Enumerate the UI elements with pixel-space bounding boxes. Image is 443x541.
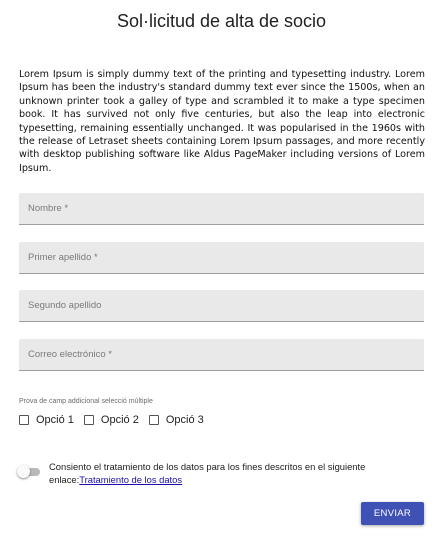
page-title: Sol·licitud de alta de socio <box>116 11 327 31</box>
consent-text <box>49 460 419 486</box>
option-2[interactable] <box>84 414 139 426</box>
consent-label: Consiento el tratamiento de los datos para los fines descritos en el siguiente enlace: <box>49 461 366 485</box>
intro-text: Lorem Ipsum is simply dummy text of the printing and typesetting industry. Lorem Ipsum has been the industry's standard dummy text ever since the 1500s, when an unknown printer took a galley of type and scrambled it to make a type specimen book. It has survived not only five centuries, but also the leap into electronic typesetting, remaining essentially unchanged. It was popularised in the 1960s with the release of Letraset sheets containing Lorem Ipsum passages, and more recently with desktop publishing software like Aldus PageMaker including versions of Lorem Ipsum. <box>19 69 425 174</box>
checkbox-2[interactable] <box>84 415 94 425</box>
consent-toggle[interactable] <box>17 465 41 479</box>
option-1-label: Opció 1 <box>36 414 74 426</box>
nombre-field-container <box>19 193 424 225</box>
multi-select-label: Prova de camp addicional selecció múltiple <box>19 398 153 405</box>
option-3[interactable] <box>149 414 204 426</box>
segundo-apellido-field-container <box>19 290 424 322</box>
submit-button[interactable]: ENVIAR <box>361 502 424 525</box>
primer-apellido-field-container <box>19 242 424 274</box>
nombre-input[interactable] <box>19 193 424 224</box>
checkbox-3[interactable] <box>149 415 159 425</box>
correo-field-container <box>19 339 424 371</box>
data-treatment-link[interactable]: Tratamiento de los datos <box>79 474 183 485</box>
option-2-label: Opció 2 <box>100 414 139 426</box>
segundo-apellido-input[interactable] <box>19 290 424 321</box>
multi-select-options <box>19 412 214 428</box>
option-3-label: Opció 3 <box>165 414 204 426</box>
correo-input[interactable] <box>19 339 424 370</box>
checkbox-1[interactable] <box>19 415 29 425</box>
toggle-thumb <box>17 465 30 478</box>
option-1[interactable] <box>19 414 74 426</box>
primer-apellido-input[interactable] <box>19 242 424 273</box>
